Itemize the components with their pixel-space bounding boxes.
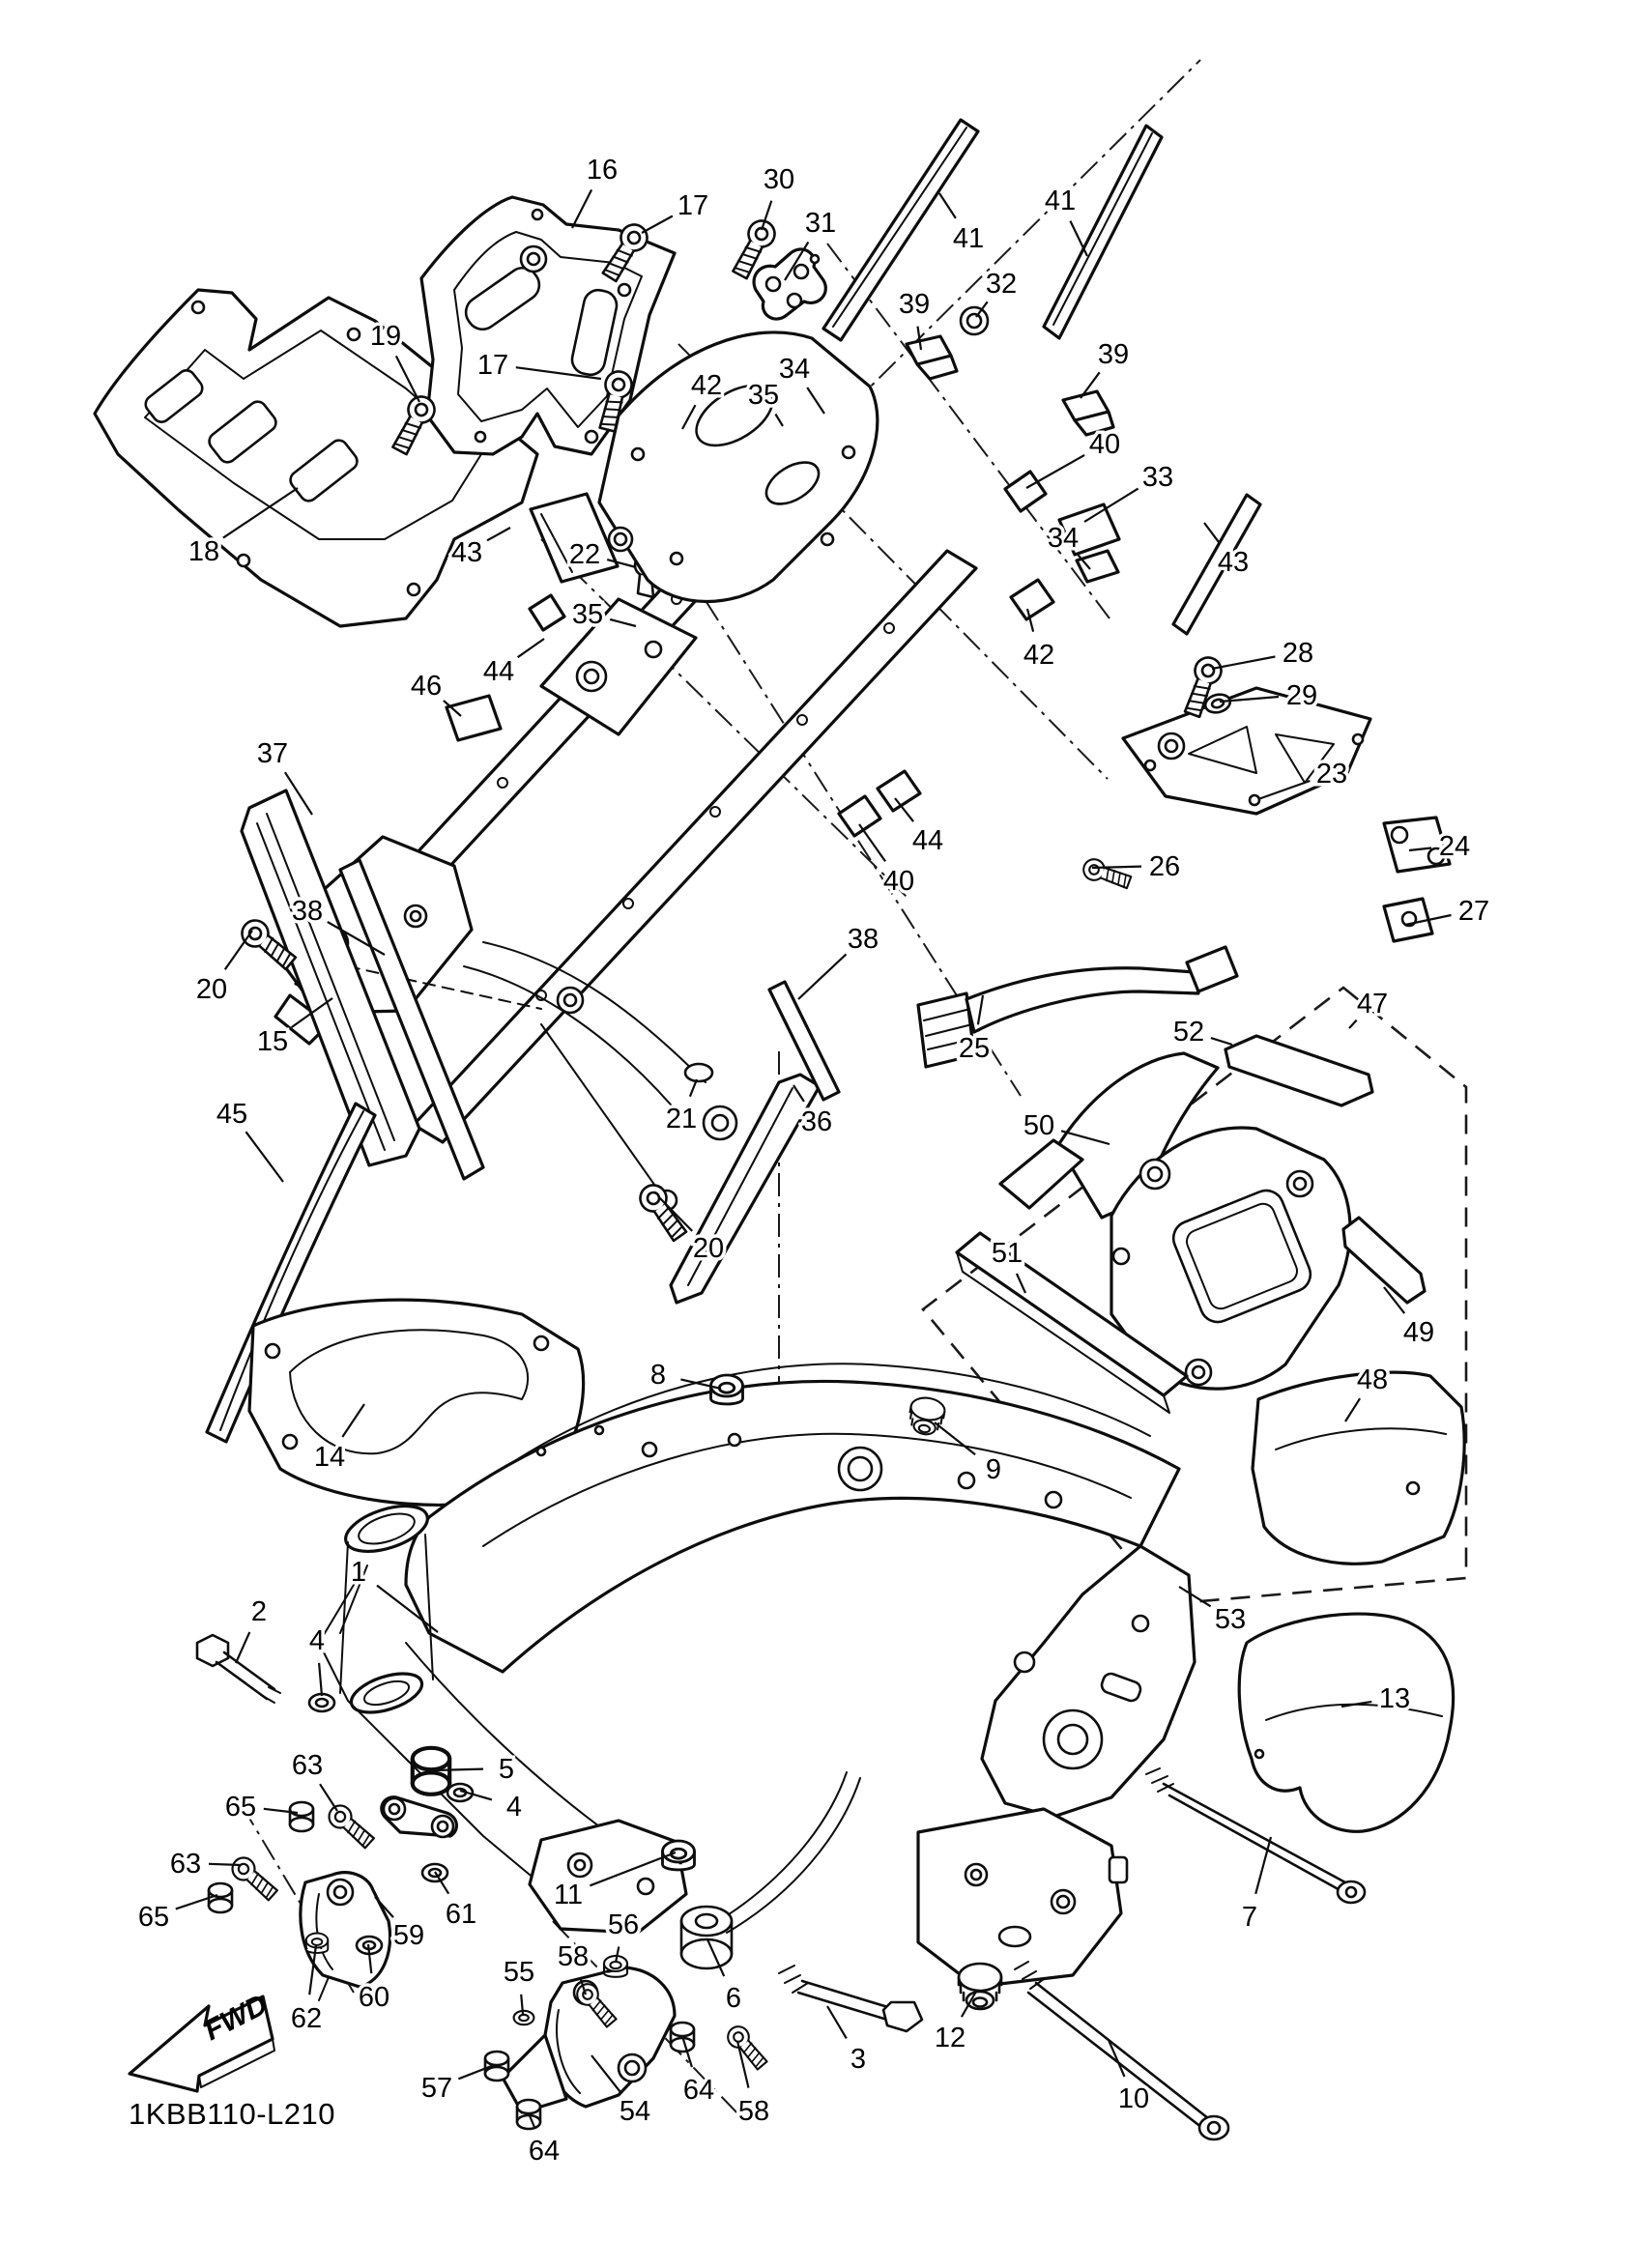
callout-45: 45 bbox=[216, 1099, 248, 1130]
part-front-engine-bolt bbox=[197, 1635, 280, 1703]
callout-51: 51 bbox=[991, 1238, 1023, 1269]
callout-5: 5 bbox=[498, 1754, 515, 1785]
callout-42: 42 bbox=[690, 370, 723, 401]
diagram-code: 1KBB110-L210 bbox=[129, 2097, 335, 2131]
callout-41: 41 bbox=[1044, 186, 1077, 216]
callout-8: 8 bbox=[649, 1360, 667, 1391]
callout-22: 22 bbox=[568, 539, 601, 570]
callout-32: 32 bbox=[985, 269, 1018, 300]
callout-36: 36 bbox=[800, 1106, 833, 1137]
callout-43: 43 bbox=[1217, 547, 1250, 578]
callout-42: 42 bbox=[1023, 640, 1055, 671]
leader-44 bbox=[518, 639, 544, 657]
callout-53: 53 bbox=[1214, 1604, 1247, 1635]
callout-54: 54 bbox=[619, 2096, 651, 2127]
callout-46: 46 bbox=[410, 671, 443, 702]
fwd-label: FWD bbox=[199, 1988, 274, 2048]
leader-38 bbox=[798, 954, 847, 999]
callout-25: 25 bbox=[958, 1033, 991, 1064]
callout-47: 47 bbox=[1356, 989, 1389, 1019]
callout-35: 35 bbox=[747, 380, 780, 411]
callout-40: 40 bbox=[1088, 429, 1121, 460]
callout-26: 26 bbox=[1148, 851, 1181, 882]
callout-14: 14 bbox=[313, 1442, 346, 1473]
callout-27: 27 bbox=[1457, 896, 1490, 927]
callout-39: 39 bbox=[898, 289, 931, 320]
callout-44: 44 bbox=[482, 656, 515, 687]
callout-17: 17 bbox=[476, 350, 509, 381]
callout-4: 4 bbox=[505, 1792, 523, 1823]
callout-64: 64 bbox=[528, 2136, 561, 2167]
leader-21 bbox=[690, 1079, 697, 1097]
leader-40 bbox=[859, 824, 885, 861]
callout-15: 15 bbox=[256, 1026, 289, 1057]
leader-63 bbox=[209, 1864, 241, 1865]
callout-40: 40 bbox=[882, 866, 915, 897]
leader-20 bbox=[225, 931, 252, 969]
callout-11: 11 bbox=[553, 1880, 584, 1910]
callout-62: 62 bbox=[290, 2003, 323, 2034]
detail-inset bbox=[923, 988, 1466, 1615]
callout-16: 16 bbox=[586, 155, 619, 186]
callout-4: 4 bbox=[308, 1625, 326, 1656]
callout-31: 31 bbox=[804, 208, 837, 239]
leader-28 bbox=[1212, 657, 1275, 670]
callout-41: 41 bbox=[952, 223, 985, 254]
callout-30: 30 bbox=[763, 164, 795, 195]
callout-35: 35 bbox=[571, 599, 604, 630]
callout-24: 24 bbox=[1438, 831, 1471, 862]
callout-60: 60 bbox=[358, 1982, 390, 2013]
leader-5 bbox=[434, 1769, 483, 1770]
leader-26 bbox=[1092, 867, 1141, 868]
callout-33: 33 bbox=[1141, 462, 1174, 493]
callout-19: 19 bbox=[369, 321, 402, 352]
callout-3: 3 bbox=[850, 2044, 867, 2075]
callout-43: 43 bbox=[450, 537, 483, 568]
callout-58: 58 bbox=[737, 2096, 770, 2127]
leader-47 bbox=[1349, 1020, 1357, 1028]
callout-20: 20 bbox=[692, 1233, 725, 1264]
callout-17: 17 bbox=[677, 190, 709, 221]
callout-50: 50 bbox=[1023, 1110, 1055, 1141]
callout-6: 6 bbox=[725, 1983, 742, 2014]
callout-23: 23 bbox=[1315, 759, 1348, 789]
callout-13: 13 bbox=[1378, 1683, 1411, 1714]
callout-39: 39 bbox=[1097, 339, 1130, 370]
callout-65: 65 bbox=[224, 1792, 257, 1823]
callout-28: 28 bbox=[1282, 638, 1314, 669]
leader-63 bbox=[320, 1784, 337, 1811]
callout-38: 38 bbox=[847, 924, 879, 955]
callout-63: 63 bbox=[291, 1750, 324, 1781]
leader-3 bbox=[827, 2006, 847, 2038]
leader-33 bbox=[1084, 489, 1139, 522]
part-holder-plate bbox=[754, 249, 825, 319]
callout-48: 48 bbox=[1356, 1364, 1389, 1395]
leader-43 bbox=[1204, 523, 1220, 543]
leader-16 bbox=[572, 189, 591, 228]
callout-59: 59 bbox=[392, 1920, 425, 1951]
callout-57: 57 bbox=[420, 2073, 453, 2104]
leader-4 bbox=[319, 1663, 322, 1696]
callout-52: 52 bbox=[1172, 1017, 1205, 1048]
part-brake-pedal bbox=[681, 1772, 860, 1968]
callout-38: 38 bbox=[291, 896, 324, 927]
callout-61: 61 bbox=[445, 1899, 477, 1930]
callout-58: 58 bbox=[557, 1941, 590, 1972]
leader-45 bbox=[245, 1132, 283, 1182]
leader-52 bbox=[1211, 1038, 1232, 1045]
callout-9: 9 bbox=[985, 1454, 1002, 1485]
leader-2 bbox=[236, 1632, 249, 1663]
leader-41 bbox=[939, 193, 956, 218]
leader-41 bbox=[1070, 221, 1087, 256]
callout-65: 65 bbox=[137, 1902, 170, 1933]
leader-40 bbox=[1026, 455, 1084, 488]
leader-17 bbox=[642, 216, 673, 234]
callout-49: 49 bbox=[1402, 1317, 1435, 1348]
callout-34: 34 bbox=[778, 354, 811, 385]
callout-55: 55 bbox=[503, 1957, 535, 1988]
callout-63: 63 bbox=[169, 1849, 202, 1880]
callout-12: 12 bbox=[934, 2023, 966, 2053]
callout-21: 21 bbox=[665, 1104, 698, 1134]
part-cover-13 bbox=[1239, 1614, 1453, 1831]
callout-44: 44 bbox=[911, 825, 944, 856]
callout-64: 64 bbox=[682, 2075, 715, 2106]
leader-43 bbox=[487, 528, 510, 540]
fwd-arrow bbox=[130, 1989, 274, 2091]
callout-56: 56 bbox=[607, 1909, 640, 1940]
callout-34: 34 bbox=[1047, 523, 1080, 554]
callout-20: 20 bbox=[195, 974, 228, 1005]
callout-7: 7 bbox=[1241, 1902, 1258, 1933]
callout-1: 1 bbox=[350, 1557, 367, 1588]
callout-37: 37 bbox=[256, 738, 289, 769]
callout-2: 2 bbox=[250, 1596, 268, 1627]
callout-29: 29 bbox=[1285, 680, 1318, 711]
callout-18: 18 bbox=[187, 536, 220, 567]
callout-10: 10 bbox=[1117, 2083, 1150, 2114]
